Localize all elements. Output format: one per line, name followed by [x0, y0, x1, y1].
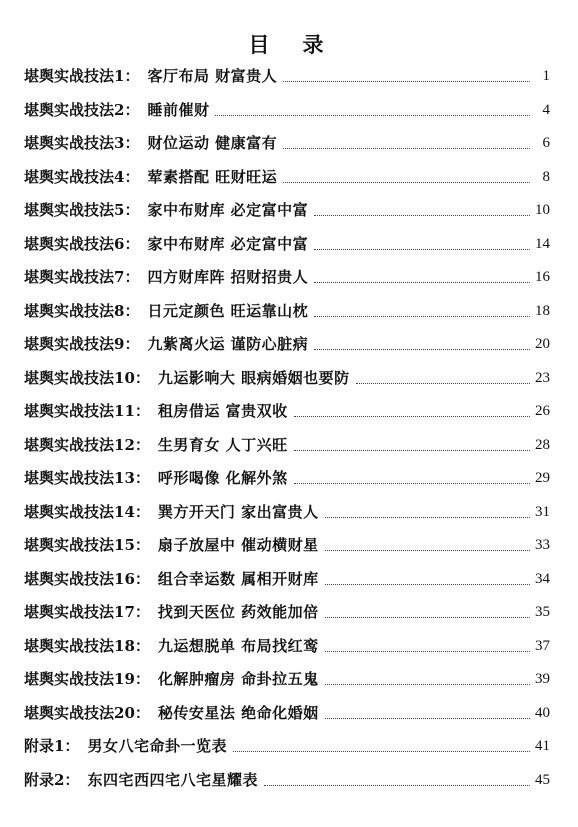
dot-leader: [215, 115, 530, 116]
toc-entry: [24, 630, 550, 664]
toc-entry-title: 客厅布局 财富贵人: [147, 67, 278, 85]
toc-entry-title: 东四宅西四宅八宅星耀表: [87, 770, 258, 789]
toc-entry-label: 附录1：: [24, 737, 80, 755]
toc-entry: [24, 596, 550, 630]
toc-entry-label: 堪舆实战技法7：: [24, 268, 140, 286]
dot-leader: [314, 249, 530, 250]
dot-leader: [314, 215, 530, 216]
dot-leader: [325, 617, 530, 618]
dot-leader: [294, 483, 530, 484]
toc-entry-title: 找到天医位 药效能加倍: [157, 603, 319, 621]
table-of-contents: [24, 60, 550, 797]
toc-entry: [24, 730, 550, 764]
toc-entry-label: 堪舆实战技法5：: [24, 201, 140, 219]
toc-entry-label: 堪舆实战技法12：: [24, 435, 150, 454]
toc-entry-title: 四方财库阵 招财招贵人: [147, 268, 309, 286]
toc-entry-page-number: 29: [535, 470, 550, 486]
toc-entry-label: 附录2：: [24, 770, 80, 789]
toc-entry: [24, 529, 550, 563]
dot-leader: [314, 349, 530, 350]
toc-entry-label: 堪舆实战技法18：: [24, 636, 150, 655]
toc-entry: [24, 496, 550, 530]
toc-entry-label: 堪舆实战技法8：: [24, 301, 140, 320]
dot-leader: [356, 383, 530, 384]
toc-entry-title: 九运想脱单 布局找红鸾: [157, 636, 319, 655]
toc-entry-title: 秘传安星法 绝命化婚姻: [157, 703, 319, 722]
toc-entry-title: 日元定颜色 旺运靠山枕: [147, 301, 309, 320]
toc-entry-label: 堪舆实战技法6：: [24, 234, 140, 253]
toc-entry-title: 巽方开天门 家出富贵人: [157, 502, 319, 521]
toc-entry-label: 堪舆实战技法9：: [24, 335, 140, 353]
dot-leader: [294, 450, 530, 451]
dot-leader: [325, 718, 530, 719]
dot-leader: [325, 517, 530, 518]
toc-entry-page-number: 31: [535, 503, 550, 520]
toc-entry-title: 家中布财库 必定富中富: [147, 201, 309, 219]
toc-entry: [24, 94, 550, 128]
dot-leader: [233, 751, 530, 752]
dot-leader: [264, 785, 530, 786]
dot-leader: [325, 584, 530, 585]
toc-entry: [24, 663, 550, 697]
toc-entry-page-number: 1: [542, 68, 550, 84]
dot-leader: [325, 684, 530, 685]
toc-entry-title: 呼形喝像 化解外煞: [157, 469, 288, 487]
toc-entry-page-number: 14: [535, 235, 550, 252]
dot-leader: [314, 316, 530, 317]
toc-entry-page-number: 40: [535, 704, 550, 721]
toc-entry: [24, 194, 550, 228]
dot-leader: [314, 282, 530, 283]
toc-entry-title: 九运影响大 眼病婚姻也要防: [157, 368, 350, 387]
toc-entry-page-number: 18: [535, 302, 550, 319]
toc-entry: [24, 429, 550, 463]
dot-leader: [294, 416, 530, 417]
toc-entry: [24, 462, 550, 496]
toc-entry-title: 家中布财库 必定富中富: [147, 234, 309, 253]
toc-entry-label: 堪舆实战技法2：: [24, 100, 140, 119]
toc-entry-page-number: 16: [535, 269, 550, 285]
toc-entry-label: 堪舆实战技法16：: [24, 569, 150, 588]
toc-entry-page-number: 4: [542, 101, 550, 118]
toc-entry-page-number: 33: [535, 537, 550, 553]
toc-entry-page-number: 6: [542, 135, 550, 151]
toc-entry-title: 财位运动 健康富有: [147, 134, 278, 152]
toc-entry-title: 睡前催财: [147, 100, 210, 119]
toc-entry: [24, 328, 550, 362]
toc-entry-title: 九紫离火运 谨防心脏病: [147, 335, 309, 353]
toc-entry: [24, 228, 550, 262]
toc-entry-label: 堪舆实战技法11：: [24, 402, 150, 420]
toc-entry: [24, 295, 550, 329]
toc-entry-page-number: 34: [535, 570, 550, 587]
toc-entry: [24, 764, 550, 798]
toc-entry-page-number: 26: [535, 403, 550, 419]
toc-entry-title: 荤素搭配 旺财旺运: [147, 167, 278, 186]
toc-entry-label: 堪舆实战技法1：: [24, 67, 140, 85]
toc-entry-page-number: 37: [535, 637, 550, 654]
toc-entry-title: 男女八宅命卦一览表: [87, 737, 227, 755]
toc-entry-label: 堪舆实战技法3：: [24, 134, 140, 152]
dot-leader: [283, 148, 530, 149]
toc-entry-title: 生男育女 人丁兴旺: [157, 435, 288, 454]
page-title: 目 录: [248, 32, 330, 57]
toc-entry-page-number: 28: [535, 436, 550, 453]
toc-entry-page-number: 45: [535, 771, 550, 788]
toc-entry: [24, 261, 550, 295]
toc-entry-page-number: 39: [535, 671, 550, 687]
toc-entry: [24, 60, 550, 94]
toc-entry: [24, 362, 550, 396]
toc-entry: [24, 161, 550, 195]
toc-entry: [24, 127, 550, 161]
dot-leader: [325, 651, 530, 652]
toc-entry-title: 租房借运 富贵双收: [157, 402, 288, 420]
toc-entry-label: 堪舆实战技法15：: [24, 536, 150, 554]
toc-entry-label: 堪舆实战技法20：: [24, 703, 150, 722]
toc-entry: [24, 563, 550, 597]
dot-leader: [283, 182, 530, 183]
dot-leader: [325, 550, 530, 551]
toc-entry-label: 堪舆实战技法17：: [24, 603, 150, 621]
toc-entry-label: 堪舆实战技法10：: [24, 368, 150, 387]
dot-leader: [283, 81, 530, 82]
toc-entry-label: 堪舆实战技法4：: [24, 167, 140, 186]
toc-entry: [24, 697, 550, 731]
toc-entry-page-number: 10: [535, 202, 550, 218]
toc-entry-label: 堪舆实战技法14：: [24, 502, 150, 521]
toc-entry-label: 堪舆实战技法19：: [24, 670, 150, 688]
toc-entry-page-number: 23: [535, 369, 550, 386]
toc-entry-page-number: 35: [535, 604, 550, 620]
toc-entry-page-number: 20: [535, 336, 550, 352]
toc-entry-title: 扇子放屋中 催动横财星: [157, 536, 319, 554]
toc-entry-page-number: 41: [535, 738, 550, 754]
toc-entry-label: 堪舆实战技法13：: [24, 469, 150, 487]
toc-entry: [24, 395, 550, 429]
toc-entry-page-number: 8: [542, 168, 550, 185]
toc-entry-title: 化解肿瘤房 命卦拉五鬼: [157, 670, 319, 688]
toc-entry-title: 组合幸运数 属相开财库: [157, 569, 319, 588]
